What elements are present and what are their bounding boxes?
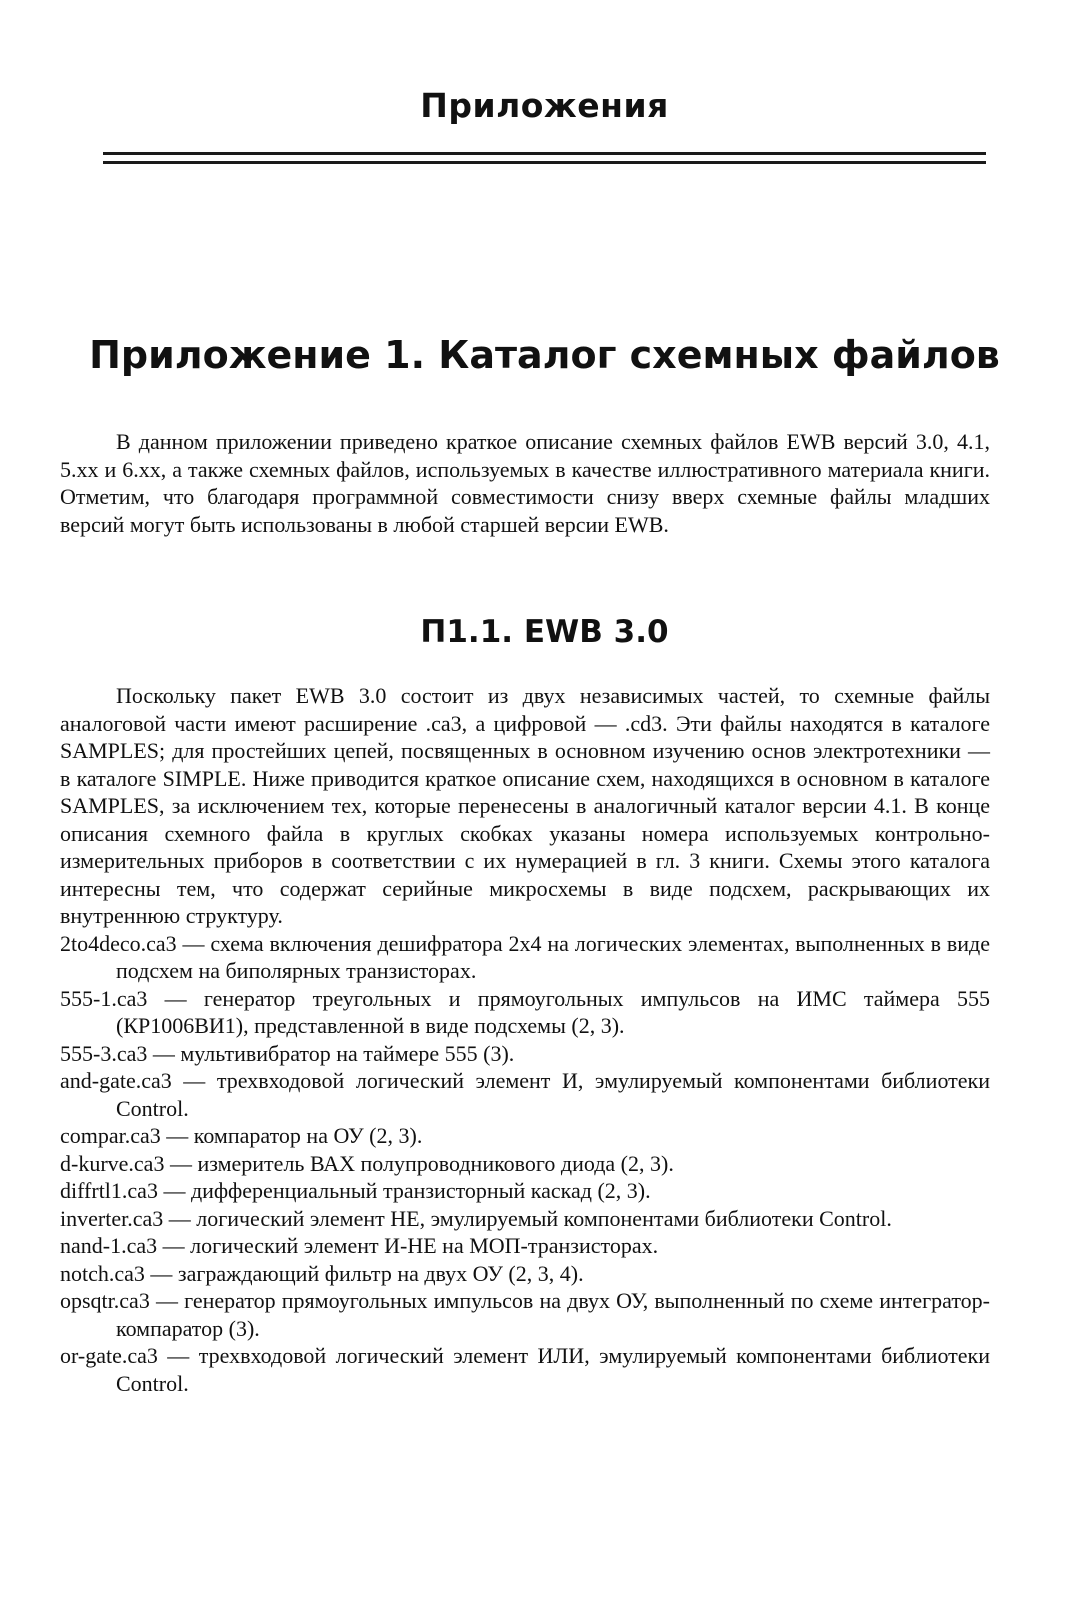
- file-entry: compar.ca3 — компаратор на ОУ (2, 3).: [60, 1123, 423, 1148]
- file-entry: inverter.ca3 — логический элемент НЕ, эмулируемый компонентами библиотеки Control.: [60, 1205, 892, 1231]
- header-rule-bottom: [103, 161, 986, 164]
- file-entry: diffrtl1.ca3 — дифференциальный транзисторный каскад (2, 3).: [60, 1178, 651, 1203]
- file-entry: nand-1.ca3 — логический элемент И-НЕ на МОП-транзисторах.: [60, 1233, 659, 1258]
- file-entry: 2to4deco.ca3 — схема включения дешифратора 2x4 на логических элементах, выполненных в виде подсхем на биполярных транзисторах.: [60, 930, 990, 983]
- file-entry: d-kurve.ca3 — измеритель ВАХ полупроводникового диода (2, 3).: [60, 1150, 674, 1176]
- file-entry: 555-1.ca3 — генератор треугольных и прямоугольных импульсов на ИМС таймера 555 (КР1006ВИ1), представленной в виде подсхемы (2, 3).: [60, 985, 990, 1038]
- intro-paragraph: В данном приложении приведено краткое описание схемных файлов EWB версий 3.0, 4.1, 5.xx и 6.xx, а также схемных файлов, используемых в качестве иллюстративного материала книги. Отметим, что благодаря программной совместимости снизу вверх схемные файлы младших версий могут быть использованы в любой старшей версии EWB.: [60, 429, 990, 537]
- intro-text-block: [60, 428, 990, 538]
- running-head: Приложения: [420, 86, 669, 125]
- file-entry: or-gate.ca3 — трехвходовой логический элемент ИЛИ, эмулируемый компонентами библиотеки Control.: [60, 1343, 990, 1396]
- file-entry: 555-3.ca3 — мультивибратор на таймере 555 (3).: [60, 1040, 515, 1066]
- file-entry: opsqtr.ca3 — генератор прямоугольных импульсов на двух ОУ, выполненный по схеме интегратор-компаратор (3).: [60, 1288, 990, 1341]
- header-rule-top: [103, 152, 986, 155]
- file-entry-list: [60, 930, 990, 1398]
- appendix-title: Приложение 1. Каталог схемных файлов: [89, 333, 1000, 377]
- section-heading: П1.1. EWB 3.0: [420, 614, 669, 650]
- section-paragraph: Поскольку пакет EWB 3.0 состоит из двух независимых частей, то схемные файлы аналоговой части имеют расширение .ca3, а цифровой — .cd3. Эти файлы находятся в каталоге SAMPLES; для простейших цепей, посвященных в основном изучению основ электротехники — в каталоге SIMPLE. Ниже приводится краткое описание схем, находящихся в основном в каталоге SAMPLES, за исключением тех, которые перенесены в аналогичный каталог версии 4.1. В конце описания схемного файла в круглых скобках указаны номера используемых контрольно-измерительных приборов в соответствии с их нумерацией в гл. 3 книги. Схемы этого каталога интересны тем, что содержат серийные микросхемы в виде подсхем, раскрывающих их внутреннюю структуру.: [60, 683, 990, 928]
- section-text-block: [60, 682, 990, 1397]
- file-entry: and-gate.ca3 — трехвходовой логический элемент И, эмулируемый компонентами библиотеки Control.: [60, 1068, 990, 1121]
- file-entry: notch.ca3 — заграждающий фильтр на двух ОУ (2, 3, 4).: [60, 1260, 584, 1286]
